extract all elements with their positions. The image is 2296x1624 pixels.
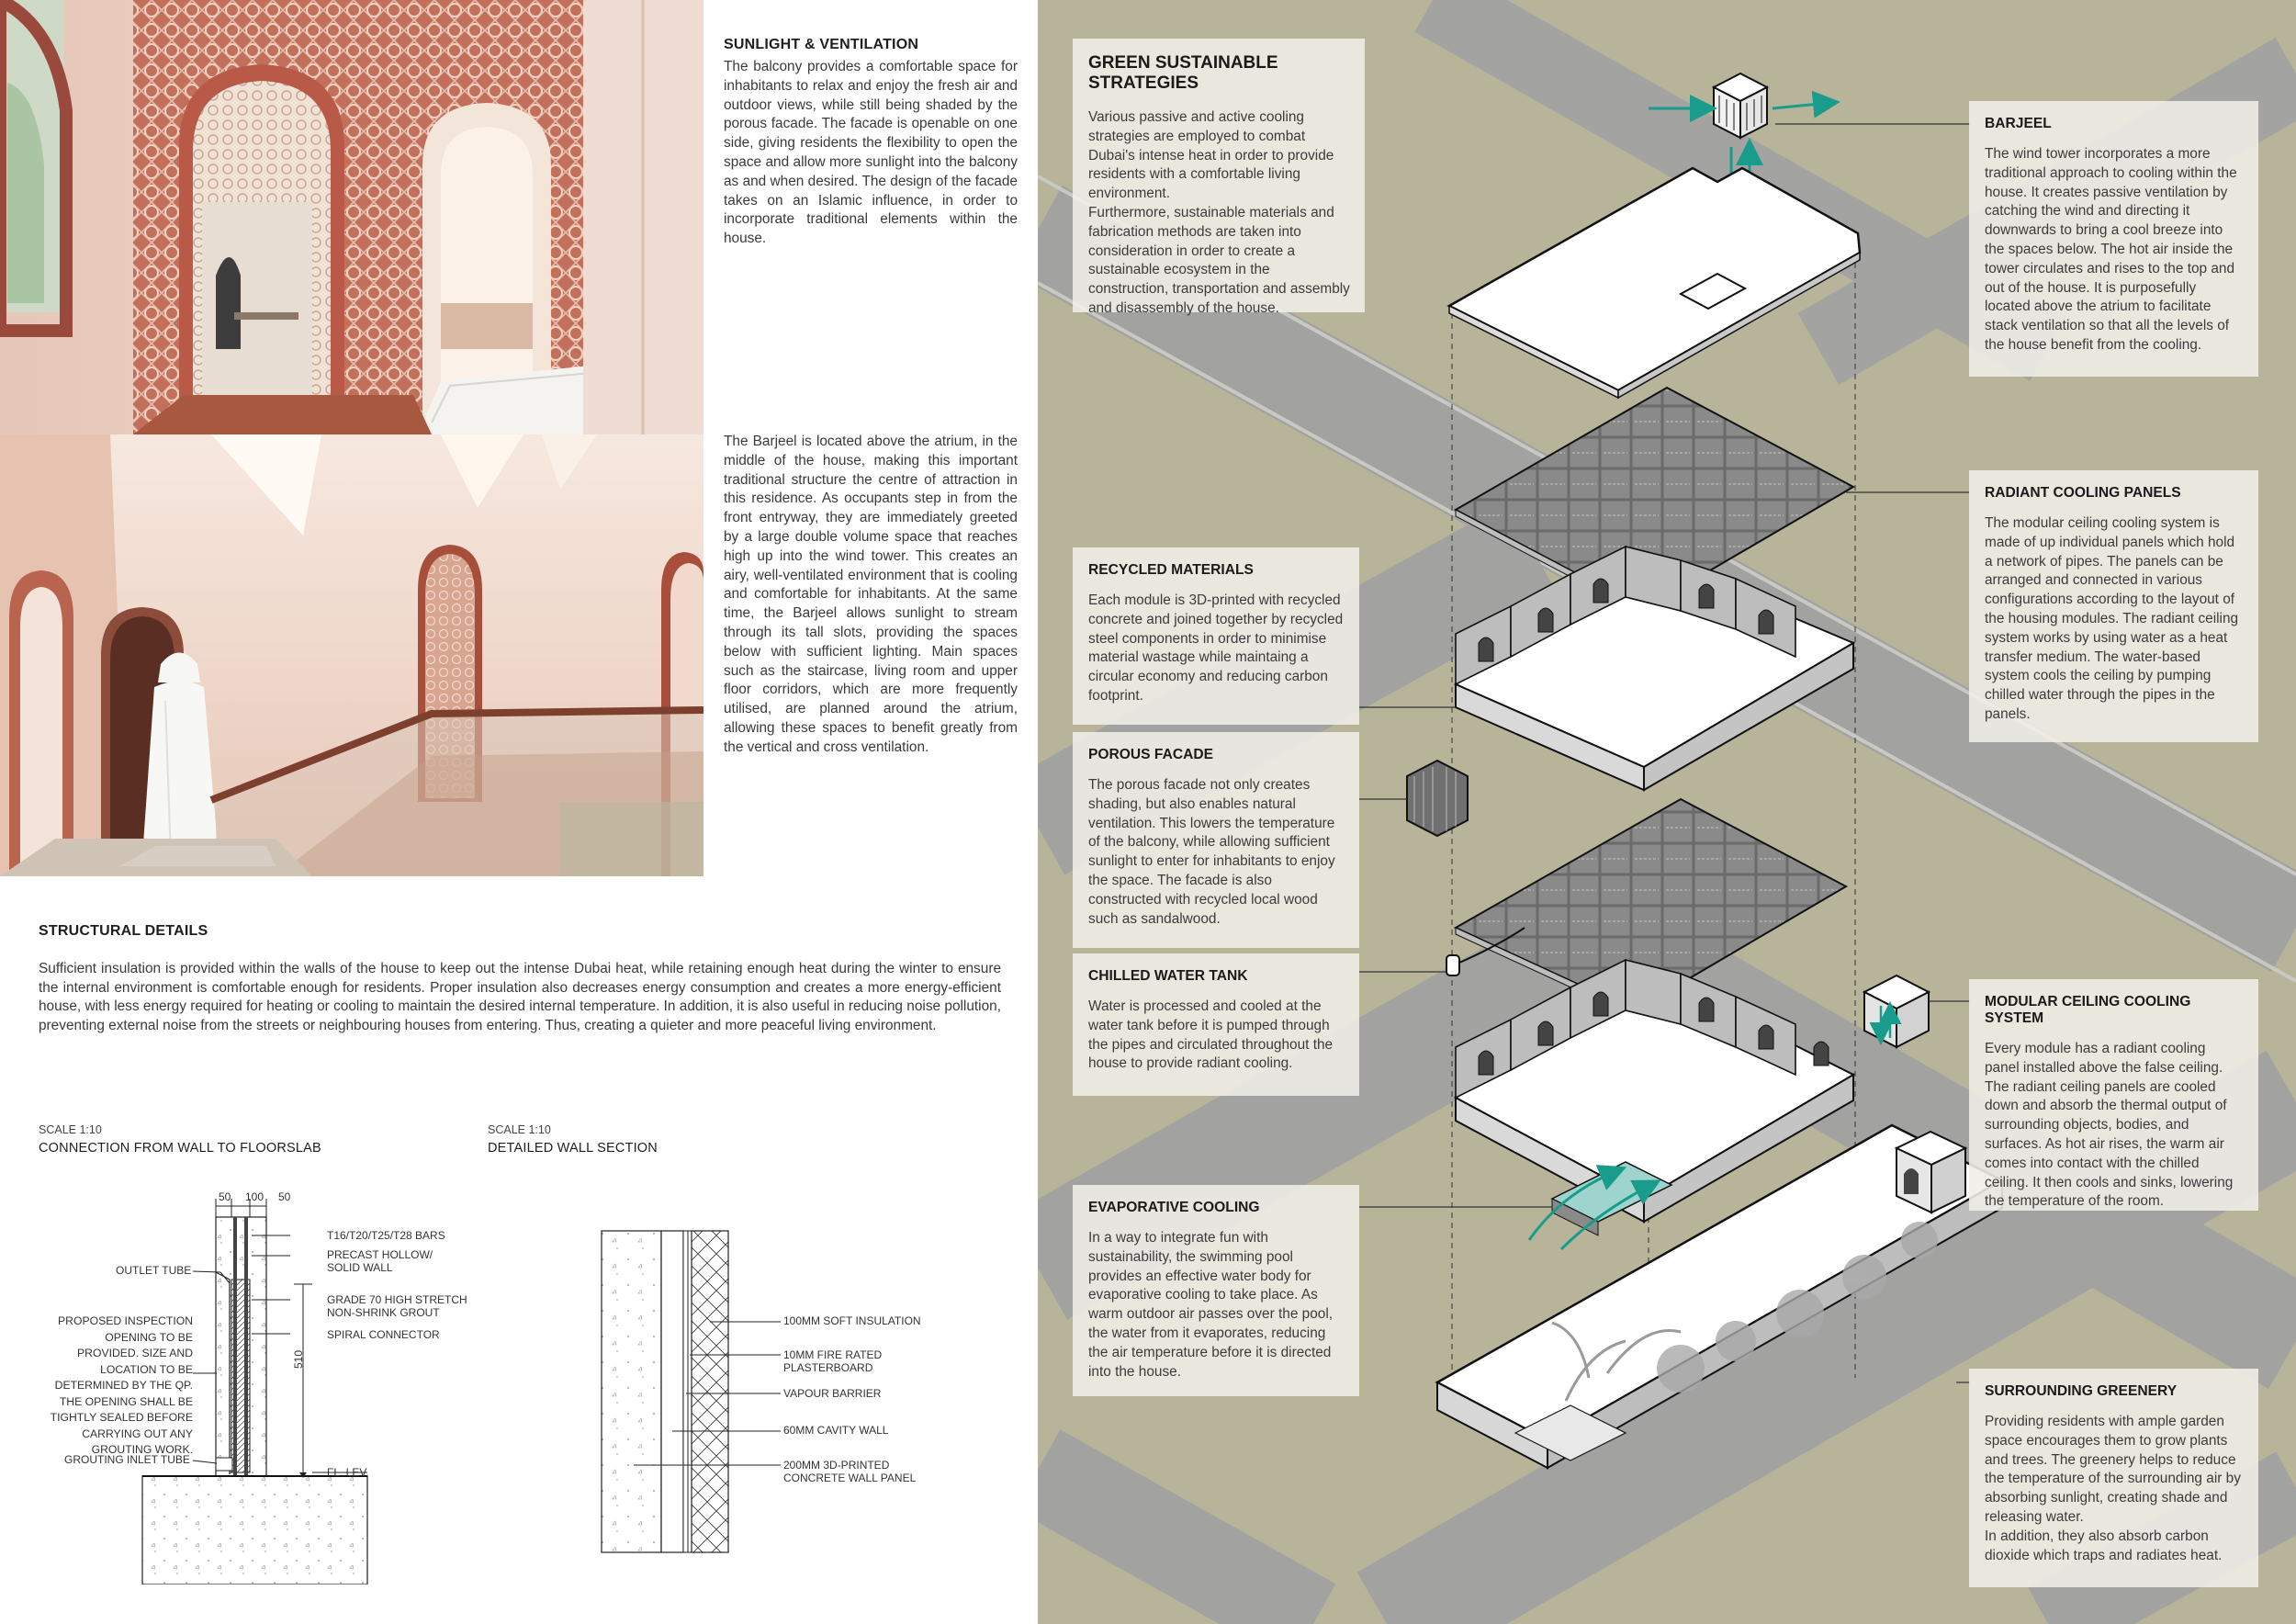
callout-evaporative-title: EVAPORATIVE COOLING	[1088, 1200, 1260, 1215]
callout-porous-title: POROUS FACADE	[1088, 747, 1214, 762]
detail1-title: CONNECTION FROM WALL TO FLOORSLAB	[39, 1141, 321, 1156]
callout-recycled-body: Each module is 3D-printed with recycled concrete and joined together by recycled steel components in order to minimise material wastage while maintaing a circular economy and reducing carbon footprint.	[1088, 592, 1344, 704]
dim-50-right: 50	[278, 1190, 291, 1203]
label-grouting-inlet: GROUTING INLET TUBE	[64, 1453, 190, 1466]
label-grout: GRADE 70 HIGH STRETCH NON-SHRINK GROUT	[327, 1293, 467, 1319]
label-spiral-connector: SPIRAL CONNECTOR	[327, 1328, 440, 1341]
modular-cooling-cube	[1864, 976, 1929, 1047]
detail2-scale: SCALE 1:10	[488, 1123, 551, 1136]
callout-chilled-title: CHILLED WATER TANK	[1088, 968, 1248, 984]
balcony-bedroom-photo	[0, 0, 703, 434]
barjeel-cube	[1714, 73, 1767, 138]
callout-greenery-body: Providing residents with ample garden space encourages them to grow plants and trees. The greenery helps to reduce the temperature of the surrounding air by absorbing sunlight, creating shade and releasing water. In addition, they also absorb carbon dioxide which traps and radiates heat.	[1985, 1414, 2241, 1563]
callout-greenery-title: SURROUNDING GREENERY	[1985, 1383, 2178, 1399]
callout-modular-title: MODULAR CEILING COOLING SYSTEM	[1985, 994, 2191, 1026]
label-precast-wall: PRECAST HOLLOW/ SOLID WALL	[327, 1248, 433, 1274]
label-soft-insulation: 100MM SOFT INSULATION	[783, 1314, 921, 1327]
callout-recycled-title: RECYCLED MATERIALS	[1088, 562, 1254, 578]
callout-recycled-materials	[1073, 547, 1359, 725]
label-cavity-wall: 60MM CAVITY WALL	[783, 1424, 889, 1437]
label-floor-level: FL. LEV.	[327, 1466, 369, 1479]
callout-barjeel-body: The wind tower incorporates a more traditional approach to cooling within the house. It creates passive ventilation by catching the wind and directing it downwards to bring a cool breeze into the spaces below. The hot air inside the tower circulates and rises to the top and out of the house. It is purposefully located above the atrium to facilitate stack ventilation so that all the levels of the house benefit from the cooling.	[1985, 146, 2237, 353]
callout-radiant-title: RADIANT COOLING PANELS	[1985, 485, 2181, 501]
label-concrete-panel: 200MM 3D-PRINTED CONCRETE WALL PANEL	[783, 1459, 917, 1484]
callout-modular-ceiling	[1969, 979, 2258, 1211]
dim-50-left: 50	[219, 1190, 231, 1203]
barjeel-description: The Barjeel is located above the atrium, in the middle of the house, making this important traditional structure the centre of attraction in this residence. As occupants step in from the front entryway, they are immediately greeted by a large double volume space that reaches high up into the wind tower. This creates an airy, well-ventilated environment that is cooling and comfortable for inhabitants. At the same time, the Barjeel allows sunlight to stream through its tall slots, providing the spaces below with sufficient lighting. Main spaces such as the staircase, living room and upper floor corridors, which are more frequently utilised, are planned around the atrium, allowing these spaces to benefit greatly from the vertical and cross ventilation.	[724, 434, 1018, 755]
atrium-photo	[0, 434, 703, 876]
dim-510: 510	[292, 1349, 305, 1369]
callout-barjeel-title: BARJEEL	[1985, 116, 2052, 131]
structural-title: STRUCTURAL DETAILS	[39, 923, 208, 939]
callout-porous-facade	[1073, 732, 1359, 948]
sunlight-title: SUNLIGHT & VENTILATION	[724, 37, 919, 52]
callout-evaporative-body: In a way to integrate fun with sustainability, the swimming pool provides an effective water body for evaporative cooling to take place. As warm outdoor air passes over the pool, the water from it evaporates, reducing the air temperature before it is directed into the house.	[1088, 1230, 1334, 1380]
callout-chilled-body: Water is processed and cooled at the water tank before it is pumped through the pipes and circulated throughout the house to provide radiant cooling.	[1088, 998, 1334, 1072]
structural-body: Sufficient insulation is provided within the walls of the house to keep out the intense Dubai heat, while retaining enough heat during the winter to ensure the internal environment is comfortable enough for residents. Proper insulation also decreases energy consumption and creates a more energy-efficient house, with less energy required for heating or cooling to maintain the desired internal temperature. In addition, it is also useful in reducing noise pollution, preventing external noise from the streets or neighbouring houses from entering. Thus, creating a quieter and more peaceful living environment.	[39, 961, 1001, 1033]
label-bars: T16/T20/T25/T28 BARS	[327, 1229, 445, 1242]
callout-radiant-body: The modular ceiling cooling system is made of up individual panels which hold a network of pipes. The panels can be arranged and connected in various configurations according to the layout of the housing modules. The radiant ceiling system works by using water as a heat transfer medium. The water-based system cools the ceiling by pumping chilled water through the pipes in the panels.	[1985, 515, 2239, 722]
callout-barjeel	[1969, 101, 2258, 377]
label-inspection-opening: PROPOSED INSPECTION OPENING TO BE PROVIDED. SIZE AND LOCATION TO BE DETERMINED BY THE QP. THE OPENING SHALL BE TIGHTLY SEALED BEFORE CARRYING OUT ANY GROUTING WORK.	[50, 1314, 193, 1456]
sunlight-body: The balcony provides a comfortable space for inhabitants to relax and enjoy the fresh air and outdoor views, while still being shaded by the porous facade. The facade is openable on one side, giving residents the flexibility to open the space and allow more sunlight into the balcony as and when desired. The design of the facade takes on an Islamic influence, in order to incorporate traditional elements within the house.	[724, 59, 1018, 247]
porous-facade-piece	[1407, 761, 1468, 836]
exploded-axonometric-panel	[1038, 0, 2296, 1624]
label-outlet-tube: OUTLET TUBE	[116, 1264, 192, 1277]
callout-evaporative-cooling	[1073, 1185, 1359, 1396]
label-vapour-barrier: VAPOUR BARRIER	[783, 1387, 882, 1400]
label-plasterboard: 10MM FIRE RATED PLASTERBOARD	[783, 1348, 883, 1374]
detail2-title: DETAILED WALL SECTION	[488, 1141, 658, 1156]
callout-green-strategies	[1073, 39, 1365, 316]
callout-surrounding-greenery	[1969, 1369, 2258, 1587]
callout-chilled-water-tank	[1073, 953, 1359, 1096]
callout-porous-body: The porous facade not only creates shading, but also enables natural ventilation. This lowers the temperature of the balcony, while allowing sufficient sunlight to enter for inhabitants to enjoy the space. The facade is also constructed with recycled local wood such as sandalwood.	[1088, 777, 1335, 927]
detail1-scale: SCALE 1:10	[39, 1123, 102, 1136]
callout-modular-body: Every module has a radiant cooling panel installed above the false ceiling. The radiant ceiling panels are cooled down and absorb the thermal output of surrounding objects, bodies, and surfaces. As hot air rises, the warm air comes into contact with the chilled ceiling. It then cools and sinks, lowering the temperature of the room.	[1985, 1041, 2234, 1210]
dim-100: 100	[245, 1190, 264, 1203]
callout-green-body: Various passive and active cooling strategies are employed to combat Dubai's intense heat in order to provide residents with a comfortable living environment. Furthermore, sustainable materials and fabrication methods are taken into consideration in order to create a sustainable ecosystem in the construction, transportation and assembly and disassembly of the house.	[1088, 109, 1350, 316]
callout-radiant-panels	[1969, 470, 2258, 742]
callout-green-title: GREEN SUSTAINABLE STRATEGIES	[1088, 53, 1278, 93]
